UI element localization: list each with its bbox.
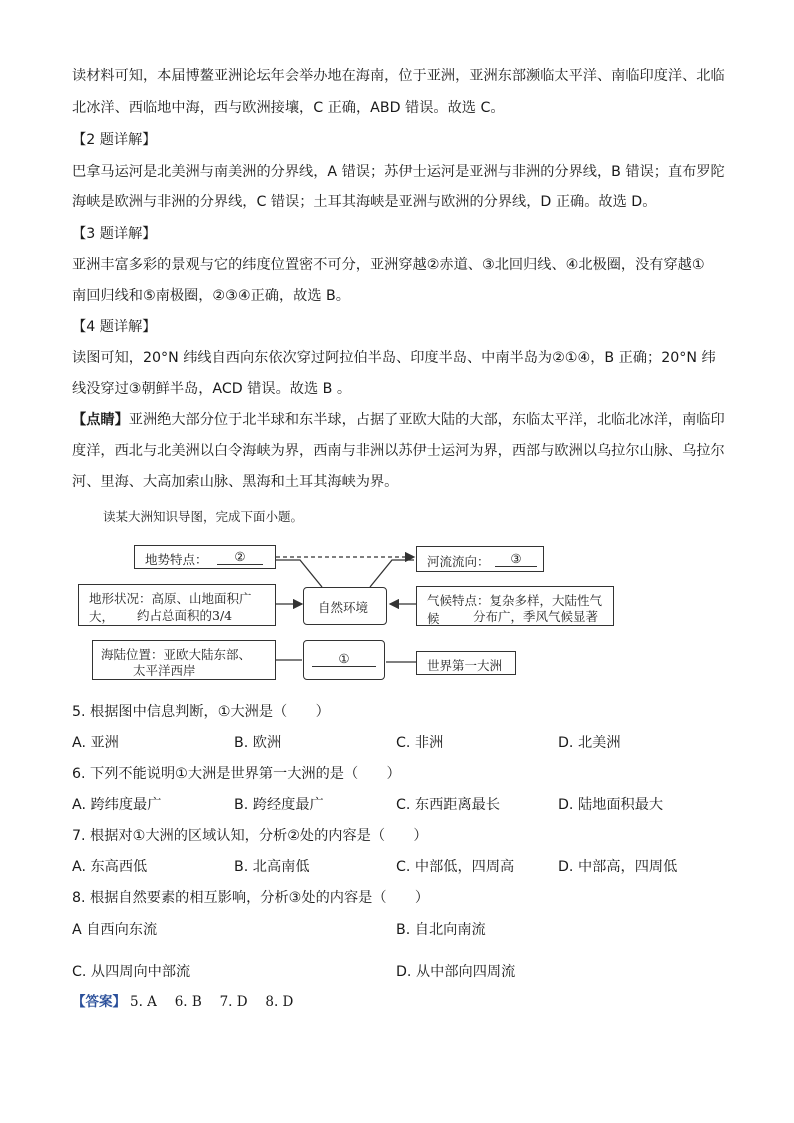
explanation-text: 读图可知，20°N 纬线自西向东依次穿过阿拉伯半岛、印度半岛、中南半岛为②①④，B 正确；20°N 纬 — [72, 350, 716, 366]
explanation-text: 北冰洋、西临地中海，西与欧洲接壤，C 正确，ABD 错误。故选 C。 — [72, 100, 505, 116]
option-a: A 自西向东流 — [72, 922, 158, 938]
option-b: B. 跨经度最广 — [234, 797, 324, 813]
blank-2: ② — [217, 549, 263, 565]
option-d: D. 北美洲 — [558, 735, 621, 751]
terrain-box — [134, 545, 276, 569]
answer-label: 【答案】 — [72, 994, 126, 1010]
section-heading: 【2 题详解】 — [72, 132, 157, 148]
option-d: D. 中部高，四周低 — [558, 859, 678, 875]
tip-text: 河、里海、大高加索山脉、黑海和土耳其海峡为界。 — [72, 474, 399, 490]
option-c: C. 非洲 — [396, 735, 444, 751]
tip-label: 【点睛】 — [72, 412, 129, 428]
terrain-label: 地势特点： — [145, 552, 208, 567]
option-a: A. 跨纬度最广 — [72, 797, 162, 813]
option-c: C. 从四周向中部流 — [72, 964, 191, 980]
continent-box — [303, 640, 385, 680]
landform-line-1: 地形状况：高原、山地面积广大， — [89, 591, 252, 624]
option-c: C. 东西距离最长 — [396, 797, 501, 813]
explanation-text: 亚洲丰富多彩的景观与它的纬度位置密不可分，亚洲穿越②赤道、③北回归线、④北极圈，没有穿越① — [72, 257, 705, 273]
explanation-text: 南回归线和⑤南极圈，②③④正确，故选 B。 — [72, 288, 350, 304]
river-box — [416, 546, 544, 572]
explanation-text: 海峡是欧洲与非洲的分界线，C 错误；土耳其海峡是亚洲与欧洲的分界线，D 正确。故选 D。 — [72, 194, 657, 210]
section-heading: 【3 题详解】 — [72, 226, 157, 242]
section-heading: 【4 题详解】 — [72, 319, 157, 335]
center-label: 自然环境 — [318, 600, 369, 615]
option-c: C. 中部低，四周高 — [396, 859, 515, 875]
blank-1: ① — [312, 651, 376, 667]
option-d: D. 陆地面积最大 — [558, 797, 664, 813]
option-d: D. 从中部向四周流 — [396, 964, 516, 980]
option-a: A. 亚洲 — [72, 735, 119, 751]
sea-line-1: 海陆位置：亚欧大陆东部、 — [101, 647, 252, 662]
answer-values: 5. A 6. B 7. D 8. D — [130, 994, 294, 1010]
option-a: A. 东高西低 — [72, 859, 148, 875]
blank-3: ③ — [495, 551, 537, 567]
river-label: 河流流向： — [427, 554, 490, 569]
option-b: B. 欧洲 — [234, 735, 282, 751]
landform-box — [78, 584, 276, 626]
explanation-text: 读材料可知，本届博鳌亚洲论坛年会举办地在海南，位于亚洲，亚洲东部濒临太平洋、南临印度洋、北临 — [72, 68, 725, 84]
question-stem: 6. 下列不能说明①大洲是世界第一大洲的是（ ） — [72, 766, 401, 782]
diagram-caption: 读某大洲知识导图，完成下面小题。 — [103, 509, 304, 524]
question-stem: 8. 根据自然要素的相互影响，分析③处的内容是（ ） — [72, 890, 430, 906]
explanation-text: 线没穿过③朝鲜半岛，ACD 错误。故选 B 。 — [72, 381, 352, 397]
sea-line-2: 太平洋西岸 — [133, 663, 196, 678]
answer-line — [72, 992, 293, 1012]
explanation-text: 巴拿马运河是北美洲与南美洲的分界线，A 错误；苏伊士运河是亚洲与非洲的分界线，B 错误；直布罗陀 — [72, 164, 725, 180]
climate-line-2: 分布广，季风气候显著 — [473, 609, 599, 624]
climate-line-1: 气候特点：复杂多样，大陆性气候 — [427, 593, 603, 626]
question-stem: 5. 根据图中信息判断，①大洲是（ ） — [72, 704, 330, 720]
climate-box — [416, 586, 614, 626]
landform-line-2: 约占总面积的3/4 — [137, 608, 233, 623]
center-box — [303, 587, 387, 625]
option-b: B. 自北向南流 — [396, 922, 486, 938]
option-b: B. 北高南低 — [234, 859, 310, 875]
sea-position-box — [92, 640, 276, 680]
tip-text: 亚洲绝大部分位于北半球和东半球，占据了亚欧大陆的大部，东临太平洋，北临北冰洋，南临印 — [128, 412, 725, 428]
largest-label: 世界第一大洲 — [427, 658, 503, 673]
tip-text: 度洋，西北与北美洲以白令海峡为界，西南与非洲以苏伊士运河为界，西部与欧洲以乌拉尔山脉、乌拉尔 — [72, 443, 725, 459]
largest-box — [416, 651, 516, 675]
question-stem: 7. 根据对①大洲的区域认知，分析②处的内容是（ ） — [72, 828, 428, 844]
